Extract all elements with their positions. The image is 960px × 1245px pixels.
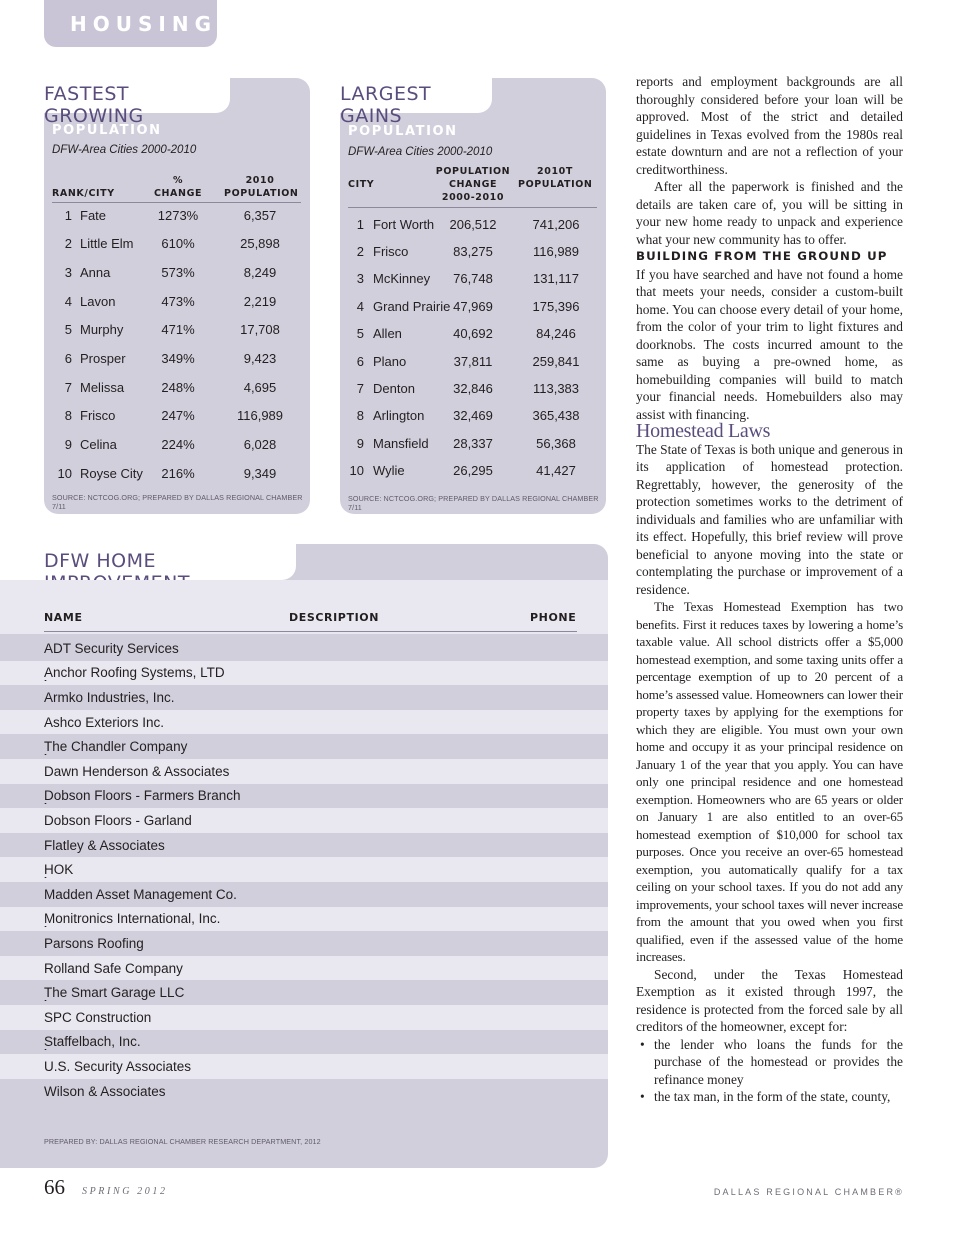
company-name-text: Anchor Roofing Systems, LTD: [44, 665, 225, 681]
table-row: [0, 956, 608, 981]
table-row: [340, 213, 606, 235]
table-row: [0, 833, 608, 858]
row-population: 41,427: [536, 463, 576, 479]
article-bullet: • the tax man, in the form of the state, county,: [636, 1088, 903, 1106]
row-company-name: [44, 862, 287, 877]
row-population: 175,396: [532, 298, 580, 314]
table-row: [0, 710, 608, 735]
fastest-growing-subhead: POPULATION: [52, 123, 162, 138]
lg-source: SOURCE: NCTCOG.ORG; PREPARED BY DALLAS REGIONAL CHAMBER 7/11: [348, 494, 599, 512]
table-row: [0, 808, 608, 833]
table-row: [0, 1054, 608, 1079]
row-population: 116,989: [532, 243, 580, 259]
row-city: Plano: [373, 353, 407, 369]
table-row: [340, 323, 606, 345]
company-name-text: Armko Industries, Inc.: [44, 689, 175, 705]
table-row: [0, 636, 608, 661]
hi-header-name: NAME: [44, 611, 83, 624]
table-row: [0, 734, 608, 759]
table-row: [44, 261, 310, 283]
table-row: [0, 1005, 608, 1030]
table-row: [340, 295, 606, 317]
row-population: 17,708: [240, 322, 280, 338]
company-name-text: Staffelbach, Inc.: [44, 1034, 141, 1050]
row-population: 6,028: [243, 437, 277, 453]
row-change: 248%: [161, 379, 195, 395]
row-company-name: [44, 690, 287, 705]
article-column: [636, 73, 903, 1106]
home-improvement-panel: [0, 544, 608, 1168]
company-name-text: Madden Asset Management Co.: [44, 886, 237, 902]
hi-header-phone: PHONE: [530, 611, 577, 624]
row-population: 365,438: [532, 408, 580, 424]
fg-header-change: % CHANGE: [153, 175, 203, 199]
row-rank: 1: [356, 216, 364, 232]
publisher-label: DALLAS REGIONAL CHAMBER®: [713, 1187, 904, 1197]
row-population: 9,423: [243, 351, 277, 366]
table-row: [0, 857, 608, 882]
row-company-name: [44, 1059, 287, 1074]
company-name-text: The Smart Garage LLC: [44, 985, 185, 1001]
article-paragraph-6: Second, under the Texas Homestead Exemption as it existed through 1997, the residence is protected from the forced sale by all creditors of the homeowner, except for:: [636, 966, 903, 1034]
company-name-text: Parsons Roofing: [44, 935, 144, 951]
company-name-text: Dobson Floors - Garland: [44, 812, 192, 828]
company-name-text: Dobson Floors - Farmers Branch: [44, 788, 241, 804]
table-row: [0, 661, 608, 686]
row-city: Little Elm: [80, 236, 134, 252]
row-company-name: [44, 665, 287, 680]
company-name-text: Monitronics International, Inc.: [44, 911, 221, 927]
row-city: Frisco: [373, 243, 409, 259]
row-company-name: [44, 911, 287, 926]
company-name-text: Wilson & Associates: [44, 1083, 166, 1099]
row-company-name: [44, 764, 287, 779]
row-change: 224%: [161, 437, 195, 453]
row-rank: 2: [64, 236, 72, 252]
table-row: [44, 204, 310, 226]
row-rank: 7: [64, 379, 72, 395]
row-population: 259,841: [532, 353, 580, 369]
fastest-growing-panel: [44, 78, 310, 514]
company-name-text: HOK: [44, 862, 74, 878]
row-population: 8,249: [243, 264, 277, 280]
row-change: 76,748: [453, 271, 493, 287]
row-change: 83,275: [453, 243, 493, 259]
page-number: 66: [44, 1175, 65, 1199]
fg-header-rule: [52, 202, 301, 203]
table-row: [0, 882, 608, 907]
row-rank: 6: [356, 353, 364, 369]
table-row: [44, 462, 310, 484]
row-city: Frisco: [80, 408, 116, 424]
row-rank: 9: [64, 437, 72, 453]
article-paragraph-5: The Texas Homestead Exemption has two benefits. First it reduces taxes by lowering a home’s taxable value. All school districts offer a $5,000 homestead exemption, and some taxing units offer a percentage exemption of up to 20 percent of a home’s assessed value. Homeowners can lower their property taxes by applying for the exemptions for which they are eligible. You must own your own home and occupy it as your principal residence on January 1 of the year that you apply. You can have only one principal residence and one homestead exemption. Homeowners who are 65 years or older on January 1 are also entitled to an over-65 homestead exemption of $10,000 for school tax purposes. Once you receive an over-65 homestead exemption, you automatically qualify for a tax ceiling on your school taxes. If you do not add any improvements, your school taxes will never increase from the amount that you owed when you first qualified, even if the assessed value of the home increases.: [636, 599, 903, 964]
row-rank: 1: [64, 207, 72, 223]
article-heading-building: BUILDING FROM THE GROUND UP: [636, 249, 888, 263]
row-company-name: [44, 961, 287, 976]
row-population: 56,368: [536, 435, 576, 451]
table-row: [0, 980, 608, 1005]
table-row: [44, 233, 310, 255]
row-company-name: [44, 788, 287, 803]
table-row: [340, 460, 606, 482]
row-change: 610%: [161, 236, 195, 252]
company-name-text: Ashco Exteriors Inc.: [44, 714, 165, 730]
row-company-name: [44, 936, 287, 951]
article-heading-homestead: Homestead Laws: [636, 420, 771, 442]
row-city: Fate: [80, 207, 107, 223]
row-change: 473%: [161, 293, 195, 309]
fg-header-rank-city: RANK/CITY: [52, 188, 115, 199]
row-rank: 10: [349, 463, 364, 479]
row-company-name: [44, 985, 287, 1000]
row-change: 216%: [161, 465, 195, 481]
hi-header-description: DESCRIPTION: [289, 611, 380, 624]
row-rank: 3: [64, 264, 72, 280]
row-city: Celina: [80, 437, 117, 453]
fg-source: SOURCE: NCTCOG.ORG; PREPARED BY DALLAS REGIONAL CHAMBER 7/11: [52, 493, 303, 511]
table-row: [0, 759, 608, 784]
fastest-growing-title-tab: [44, 78, 230, 127]
company-name-text: The Chandler Company: [44, 739, 188, 755]
row-population: 9,349: [243, 465, 277, 481]
largest-gains-title: LARGEST GAINS: [340, 83, 432, 127]
table-row: [0, 907, 608, 932]
lg-header-rule: [348, 207, 597, 208]
table-row: [340, 350, 606, 372]
row-company-name: [44, 1084, 287, 1099]
row-population: 131,117: [532, 271, 580, 287]
row-change: 37,811: [453, 353, 493, 369]
row-rank: 5: [356, 326, 364, 342]
row-population: 4,695: [243, 379, 277, 395]
row-change: 32,846: [453, 380, 493, 396]
section-label: HOUSING: [70, 12, 217, 36]
row-city: Lavon: [80, 293, 116, 309]
row-population: 113,383: [532, 380, 580, 396]
row-population: 6,357: [243, 207, 277, 223]
row-company-name: [44, 838, 287, 853]
row-rank: 4: [64, 293, 72, 309]
row-city: McKinney: [373, 271, 431, 287]
row-rank: 9: [356, 435, 364, 451]
lg-header-population: 2010T POPULATION: [518, 166, 593, 190]
table-row: [0, 784, 608, 809]
row-change: 40,692: [453, 326, 493, 342]
row-company-name: [44, 813, 287, 828]
table-row: [340, 405, 606, 427]
table-row: [0, 1079, 608, 1104]
row-city: Murphy: [80, 322, 124, 338]
row-change: 471%: [161, 322, 195, 338]
table-row: [0, 931, 608, 956]
row-rank: 4: [356, 298, 364, 314]
table-row: [44, 376, 310, 398]
row-rank: 8: [64, 408, 72, 424]
row-rank: 3: [356, 271, 364, 287]
company-name-text: Rolland Safe Company: [44, 960, 183, 976]
hi-header-band: [0, 580, 608, 634]
row-change: 26,295: [453, 463, 493, 479]
row-change: 349%: [161, 351, 195, 366]
lg-header-change: POPULATION CHANGE 2000-2010: [435, 166, 511, 203]
company-name-text: Flatley & Associates: [44, 837, 165, 853]
row-change: 47,969: [453, 298, 493, 314]
table-row: [340, 432, 606, 454]
row-city: Grand Prairie: [373, 298, 451, 314]
row-population: 84,246: [536, 326, 576, 342]
fastest-growing-title: FASTEST GROWING: [44, 83, 144, 127]
article-paragraph-4: The State of Texas is both unique and generous in its application of homestead protection. Regrettably, however, the generosity of the protection sometimes works to the detriment of individuals and families who are unfamiliar with its effect. Hopefully, this brief review will prove beneficial to anyone moving into the state or contemplating the purchase or improvement of a residence.: [636, 441, 903, 597]
row-company-name: [44, 1010, 287, 1025]
row-city: Denton: [373, 380, 415, 396]
table-row: [44, 319, 310, 341]
fastest-growing-subtitle: DFW-Area Cities 2000-2010: [52, 144, 197, 156]
fg-header-population: 2010 POPULATION: [224, 175, 299, 199]
row-rank: 10: [57, 465, 72, 481]
row-city: Wylie: [373, 463, 405, 479]
table-row: [44, 405, 310, 427]
company-name-text: ADT Security Services: [44, 640, 179, 656]
row-city: Royse City: [80, 465, 143, 481]
table-row: [0, 685, 608, 710]
largest-gains-subhead: POPULATION: [348, 124, 458, 139]
row-city: Fort Worth: [373, 216, 435, 232]
table-row: [340, 240, 606, 262]
row-population: 741,206: [532, 216, 580, 232]
row-company-name: [44, 641, 287, 656]
row-city: Melissa: [80, 379, 125, 395]
row-population: 25,898: [240, 236, 280, 252]
lg-header-city: CITY: [348, 179, 375, 190]
table-row: [44, 348, 310, 370]
row-change: 247%: [161, 408, 195, 424]
row-company-name: [44, 887, 287, 902]
article-bullet-text: the tax man, in the form of the state, county,: [654, 1089, 891, 1104]
article-paragraph-2: After all the paperwork is finished and the details are taken care of, you will be sitting in your new home ready to unpack and experience what your new community has to offer.: [636, 179, 903, 247]
row-change: 28,337: [453, 435, 493, 451]
article-bullet-text: the lender who loans the funds for the purchase of the homestead or provides the refinance money: [654, 1036, 903, 1087]
table-row: [44, 434, 310, 456]
row-city: Mansfield: [373, 435, 429, 451]
hi-footnote: PREPARED BY: DALLAS REGIONAL CHAMBER RESEARCH DEPARTMENT, 2012: [44, 1137, 321, 1146]
row-company-name: [44, 739, 287, 754]
largest-gains-panel: [340, 78, 606, 514]
article-paragraph-3: If you have searched and have not found a home that meets your needs, consider a custom-built home. You can choose every detail of your home, from the color of your trim to light fixtures and doorknobs. The costs incurred amount to the same as buying a pre-owned home, as homebuilding companies will build to match your financial needs. Homebuilders also may assist with financing.: [636, 266, 903, 422]
row-city: Allen: [373, 326, 402, 342]
company-name-text: U.S. Security Associates: [44, 1058, 192, 1074]
row-rank: 8: [356, 408, 364, 424]
company-name-text: Dawn Henderson & Associates: [44, 763, 230, 779]
row-rank: 7: [356, 380, 364, 396]
row-company-name: [44, 1034, 287, 1049]
largest-gains-subtitle: DFW-Area Cities 2000-2010: [348, 146, 493, 158]
home-improvement-title-tab: [0, 544, 296, 580]
row-city: Anna: [80, 264, 111, 280]
row-change: 573%: [161, 264, 195, 280]
row-change: 206,512: [449, 216, 497, 232]
row-population: 116,989: [236, 408, 284, 424]
table-row: [340, 377, 606, 399]
row-rank: 2: [356, 243, 364, 259]
row-city: Arlington: [373, 408, 425, 424]
table-row: [44, 290, 310, 312]
section-tab: [44, 0, 217, 47]
home-improvement-title: DFW HOME: [44, 550, 157, 572]
article-bullet: • the lender who loans the funds for the purchase of the homestead or provides the refinance money: [640, 1036, 903, 1087]
row-change: 32,469: [453, 408, 493, 424]
company-name-text: SPC Construction: [44, 1009, 152, 1025]
row-city: Prosper: [80, 351, 126, 366]
row-population: 2,219: [243, 293, 277, 309]
largest-gains-title-tab: [340, 78, 492, 127]
row-company-name: [44, 715, 287, 730]
row-rank: 5: [64, 322, 72, 338]
article-paragraph-1: reports and employment backgrounds are all thoroughly considered before your loan will be approved. Most of the strict and detailed guidelines in Texas evolved from the 1980s real estate downturn and are not a reflection of your creditworthiness.: [636, 74, 903, 177]
row-change: 1273%: [157, 207, 199, 223]
table-row: [340, 268, 606, 290]
table-row: [0, 1030, 608, 1055]
hi-header-rule: [44, 631, 577, 632]
issue-label: SPRING 2012: [82, 1186, 168, 1197]
row-rank: 6: [64, 351, 72, 366]
